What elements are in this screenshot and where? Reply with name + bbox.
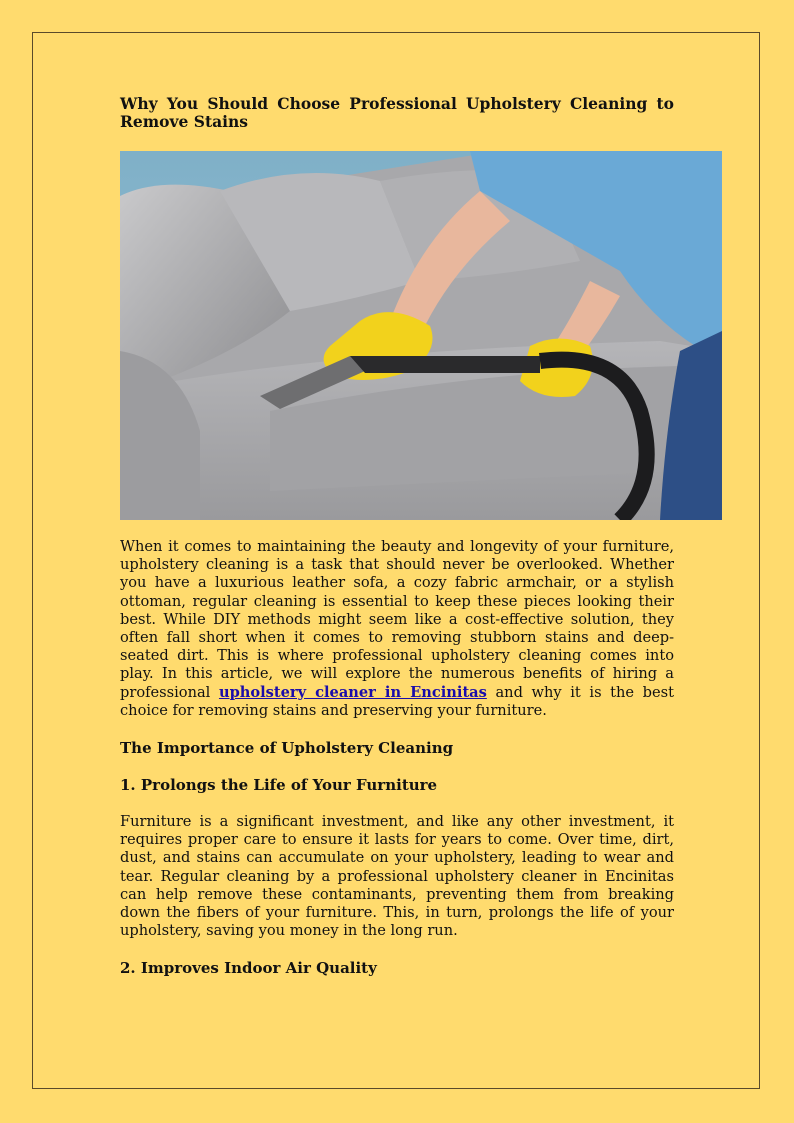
point1-paragraph: Furniture is a significant investment, and like any other investment, it requires proper care to ensure it lasts for years to come. Over time, dirt, dust, and stains can accumulate on your upholstery, leading to wear and tear. Regular cleaning by a professional upholstery cleaner in Encinitas can help remove these contaminants, preventing them from breaking down the fibers of your furniture. This, in turn, prolongs the life of your upholstery, saving you money in the long run. <box>120 813 674 940</box>
photo-illustration <box>120 151 722 520</box>
article-title: Why You Should Choose Professional Upholstery Cleaning to Remove Stains <box>120 94 674 131</box>
section-heading: The Importance of Upholstery Cleaning <box>120 739 454 757</box>
point2-heading: 2. Improves Indoor Air Quality <box>120 959 377 977</box>
intro-paragraph <box>120 538 674 720</box>
intro-text-after-link: and why it is the best choice for removing stains and preserving your furniture. <box>120 683 674 719</box>
upholstery-cleaning-photo <box>120 151 722 520</box>
upholstery-cleaner-link[interactable]: upholstery cleaner in Encinitas <box>218 683 487 701</box>
intro-text-before-link: When it comes to maintaining the beauty and longevity of your furniture, upholstery cleaning is a task that should never be overlooked. Whether you have a luxurious leather sofa, a cozy fabric armchair, or a stylish ottoman, regular cleaning is essential to keep these pieces looking their best. While DIY methods might seem like a cost-effective solution, they often fall short when it comes to removing stubborn stains and deep-seated dirt. This is where professional upholstery cleaning comes into play. In this article, we will explore the numerous benefits of hiring a professional <box>120 538 674 701</box>
title-block <box>120 95 674 131</box>
point1-heading: 1. Prolongs the Life of Your Furniture <box>120 776 438 794</box>
